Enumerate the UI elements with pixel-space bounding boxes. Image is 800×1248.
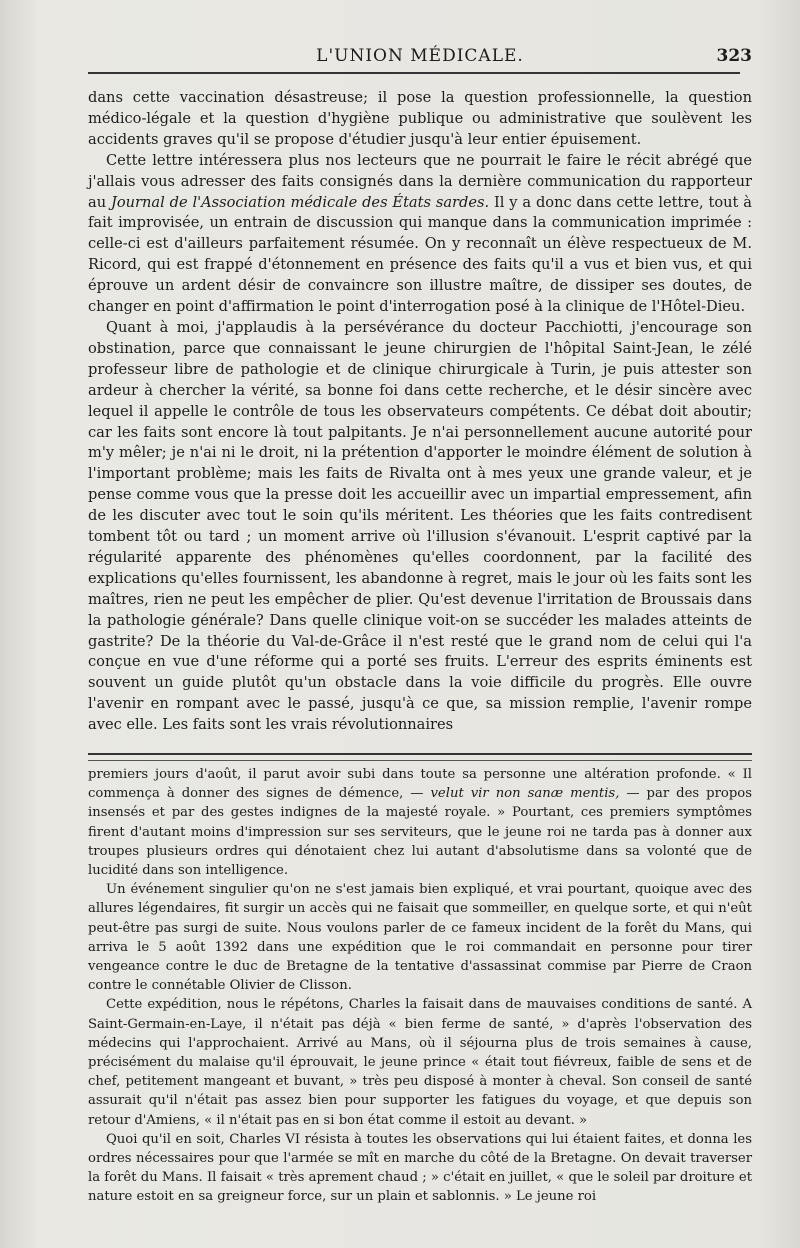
running-header [88,44,752,70]
header-rule [88,72,740,74]
paragraph-text: — par des propos insensés et par des gestes indignes de la majesté royale. » Pourtant, ces premiers symptômes firent d'autant moins d'impression sur ses serviteurs, que le jeune roi ne tarda pas à donner aux troupes plusieurs ordres qui dénotaient chez lui autant d'absolutisme dans sa volonté que de lucidité dans son intelligence. [88,786,752,879]
paragraph: Un événement singulier qu'on ne s'est jamais bien expliqué, et vrai pourtant, quoique avec des allures légendaires, fit surgir un accès qui ne faisait que sommeiller, en quelque sorte, et qui n'eût peut-être pas surgi de suite. Nous voulons parler de ce fameux incident de la forêt du Mans, qui arriva le 5 août 1392 dans une expédition que le roi commandait en personne pour tirer vengeance contre le duc de Bretagne de la tentative d'assassinat commise par Pierre de Craon contre le connétable Olivier de Clisson. [88,882,752,994]
paragraph [88,765,752,880]
feuilleton-text [88,765,752,1207]
footnote-divider [88,753,752,761]
latin-quote: velut vir non sanæ mentis, [430,786,620,802]
paragraph-text: Cette lettre intéressera plus nos lecteurs que ne pourrait le faire le récit abrégé que j'allais vous adresser des faits consignés dans la dernière communication du rapporteur au [88,151,752,211]
journal-title: L'UNION MÉDICALE. [316,46,524,66]
journal-reference: Journal de l'Association médicale des États sardes. [110,193,490,211]
paragraph: Quoi qu'il en soit, Charles VI résista à toutes les observations qui lui étaient faites, et donna les ordres nécessaires pour que l'armée se mît en marche du côté de la Bretagne. On devait traverser la forêt du Mans. Il faisait « très aprement chaud ; » c'était en juillet, « que le soleil par droiture et nature estoit en sa greigneur force, sur un plain et sablonnis. » Le jeune roi [88,1131,752,1205]
paragraph: Cette expédition, nous le répétons, Charles la faisait dans de mauvaises conditions de santé. A Saint-Germain-en-Laye, il n'était pas déjà « bien ferme de santé, » d'après l'observation des médecins qui l'approchaient. Arrivé au Mans, où il séjourna plus de trois semaines à cause, précisément du malaise qu'il éprouvait, le jeune prince « était tout fiévreux, faible de sens et de chef, petitement mangeant et buvant, » très peu disposé à monter à cheval. Son conseil de santé assurait qu'il n'était pas assez bien pour supporter les fatigues du voyage, et que depuis son retour d'Amiens, « il n'était pas en si bon état comme il estoit au devant. » [88,997,752,1128]
paragraph-text: Il y a donc dans cette lettre, tout à fait improvisée, un entrain de discussion qui manque dans la communication imprimée : celle-ci est d'ailleurs parfaitement résumée. On y reconnaît un élève respectueux de M. Ricord, qui est frappé d'étonnement en présence des faits qu'il a vus et bien vus, et qui éprouve un ardent désir de convaincre son illustre maître, de dissiper ses doutes, de changer en point d'affirmation le point d'interrogation posé à la clinique de l'Hôtel-Dieu. [88,193,752,316]
main-text [88,88,752,736]
paragraph: dans cette vaccination désastreuse; il pose la question professionnelle, la question médico-légale et la question d'hygiène publique ou administrative que soulèvent les accidents graves qu'il se propose d'étudier jusqu'à leur entier épuisement. [88,89,752,148]
paragraph-text: premiers jours d'août, il parut avoir subi dans toute sa personne une altération profonde. « Il commença à donner des signes de démence, — [88,767,752,802]
page-number: 323 [716,46,752,66]
paragraph: Quant à moi, j'applaudis à la persévérance du docteur Pacchiotti, j'encourage son obstination, parce que connaissant le jeune chirurgien de l'hôpital Saint-Jean, le zélé professeur libre de pathologie et de clinique chirurgicale à Turin, je puis attester son ardeur à chercher la vérité, sa bonne foi dans cette recherche, et le désir sincère avec lequel il appelle le contrôle de tous les observateurs compétents. Ce débat doit aboutir; car les faits sont encore là tout palpitants. Je n'ai personnellement aucune autorité pour m'y mêler; je n'ai ni le droit, ni la prétention d'apporter le moindre élément de solution à l'important problème; mais les faits de Rivalta ont à mes yeux une grande valeur, et je pense comme vous que la presse doit les accueillir avec un impartial empressement, afin de les discuter avec tout le soin qu'ils méritent. Les théories que les faits contredisent tombent tôt ou tard ; un moment arrive où l'illusion s'évanouit. L'esprit captivé par la régularité apparente des phénomènes qu'elles coordonnent, par la facilité des explications qu'elles fournissent, les abandonne à regret, mais le jour où les faits sont les maîtres, rien ne peut les empêcher de plier. Qu'est devenue l'irritation de Broussais dans la pathologie générale? Dans quelle clinique voit-on se succéder les malades atteints de gastrite? De la théorie du Val-de-Grâce il n'est resté que le grand nom de celui qui l'a conçue en vue d'une réforme qui a porté ses fruits. L'erreur des esprits éminents est souvent un guide plutôt qu'un obstacle dans la voie difficile du progrès. Elle ouvre l'avenir en rompant avec le passé, jusqu'à ce que, sa mission remplie, l'avenir rompe avec elle. Les faits sont les vrais révolutionnaires [88,318,752,734]
paragraph [88,151,752,318]
